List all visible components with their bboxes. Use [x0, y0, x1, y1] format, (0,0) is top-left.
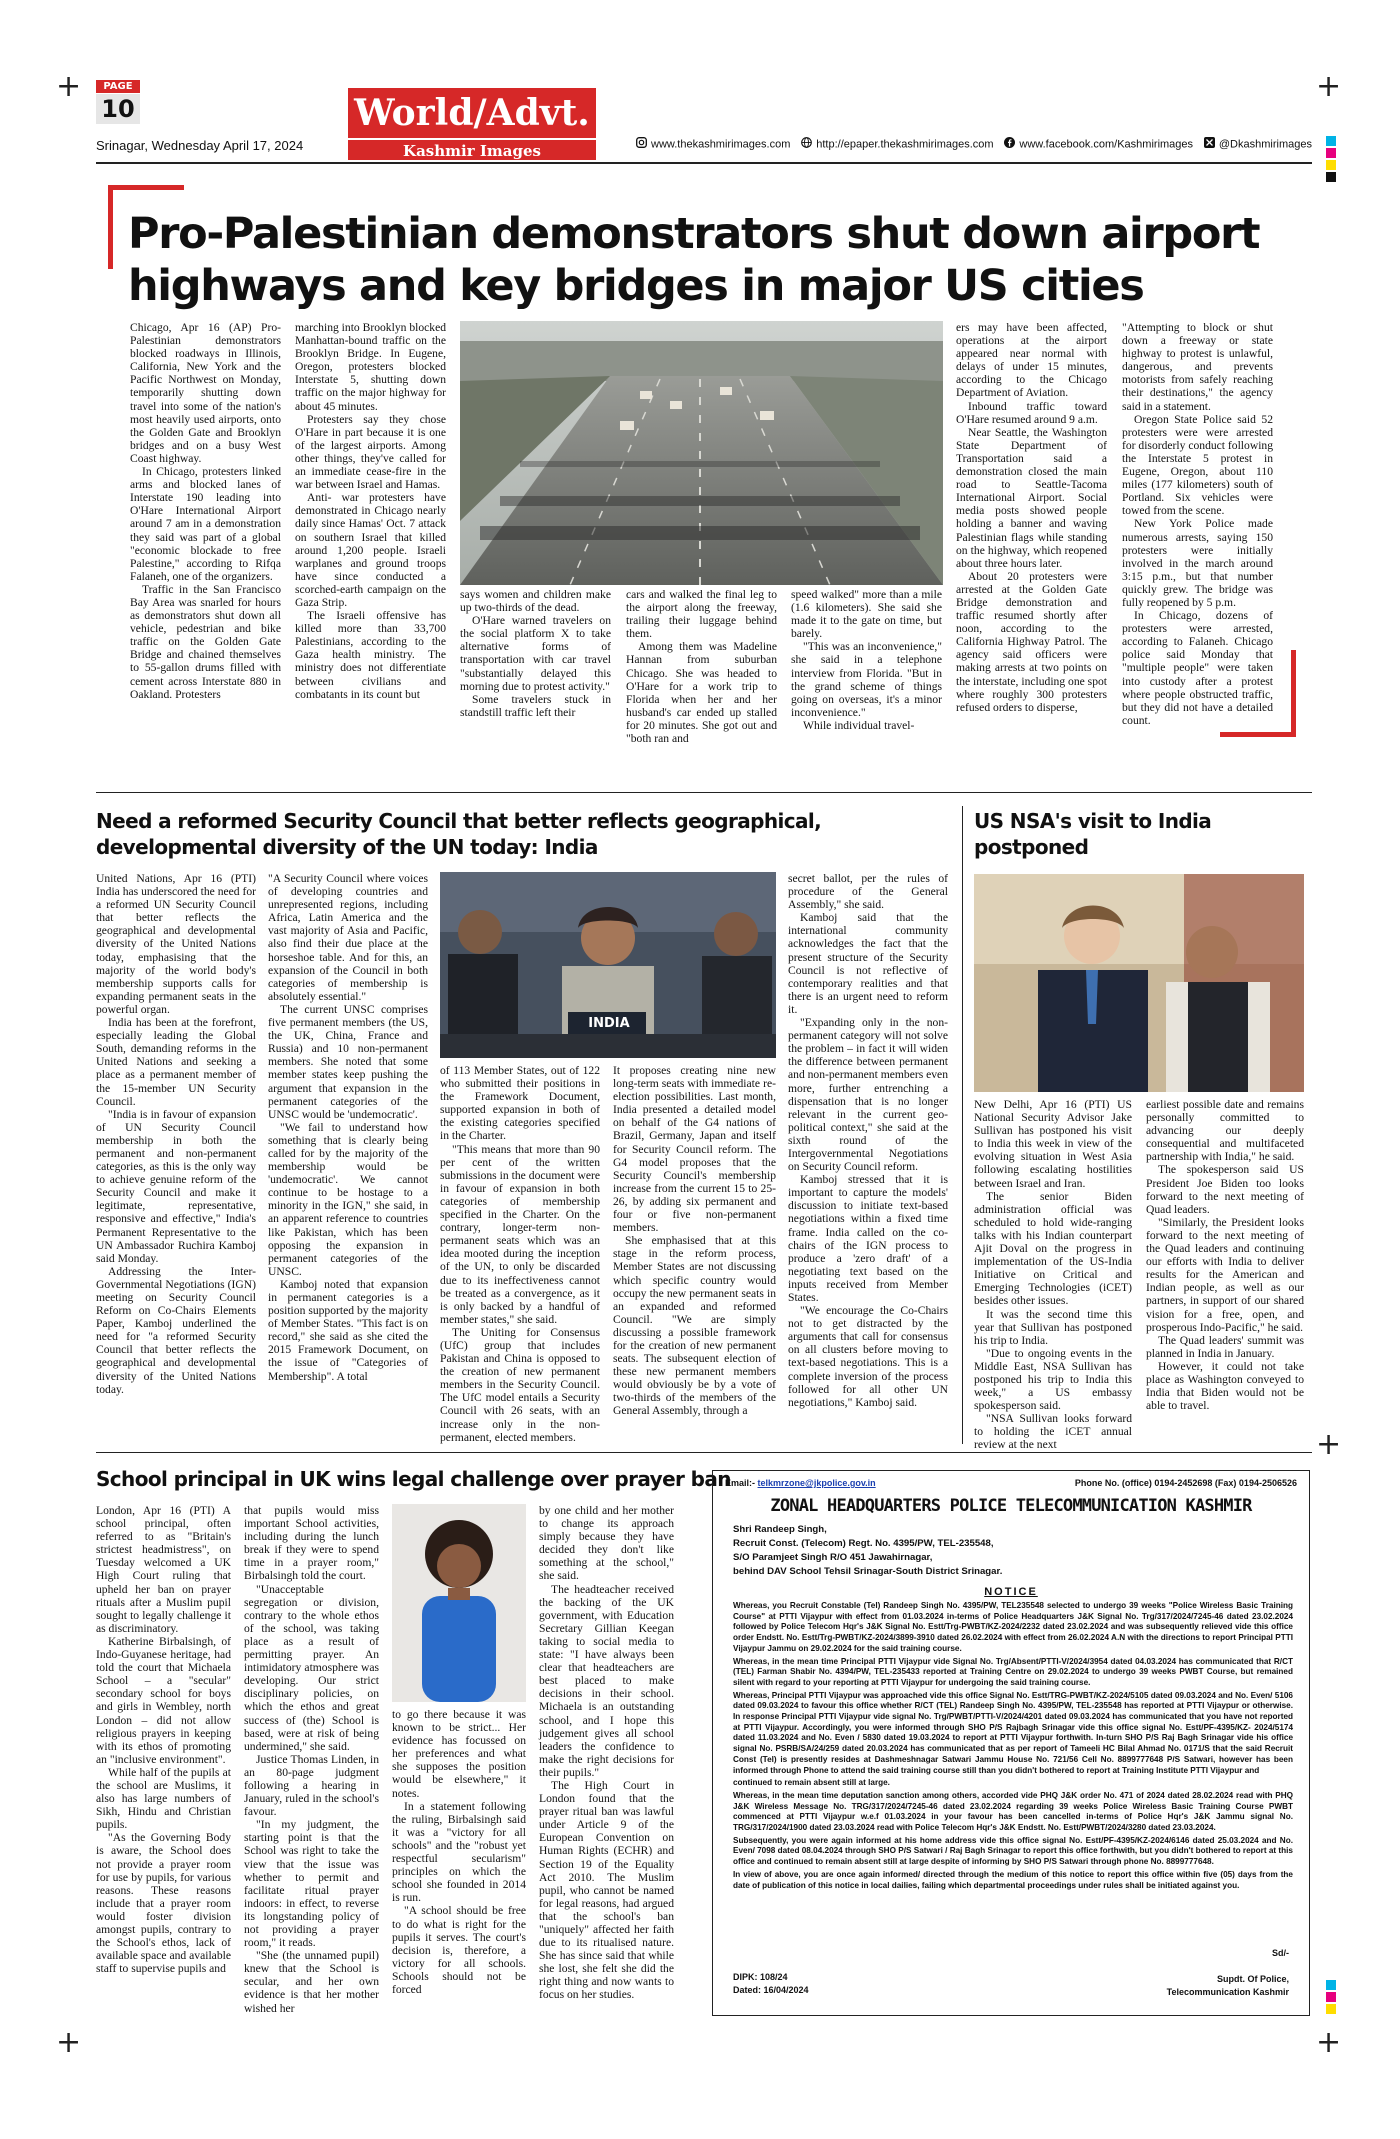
yellow-swatch — [1326, 2004, 1336, 2014]
yellow-swatch — [1326, 160, 1336, 170]
phone-line: Phone No. (office) 0194-2452698 (Fax) 0194-2506526 — [1074, 1478, 1297, 1488]
facebook-link[interactable]: www.facebook.com/Kashmirimages — [1004, 137, 1193, 152]
principal-photo — [392, 1504, 526, 1702]
headline: Pro-Palestinian demonstrators shut down airport highways and key bridges in major US cities — [128, 209, 1260, 311]
email-link[interactable]: telkmrzone@jkpolice.gov.in — [757, 1478, 876, 1488]
protest-photo — [460, 321, 943, 585]
column-4: by one child and her mother to change its approach simply because they have decided they don't like something at the school," she said. The headteacher received the backing of the UK government, with Education Secretary Gillian Keegan taking to social media to state: "I have always been clear that headteachers are best placed to make decisions in their school. Michaela is an outstanding school, and I hope this judgement gives all school leaders the confidence to make the right decisions for their pupils." The High Court in London found that the prayer ritual ban was lawful under Article 9 of the European Convention on Human Rights (ECHR) and Section 19 of the Equality Act 2010. The Muslim pupil, who cannot be named for legal reasons, had argued that the school's ban "uniquely" affected her faith due to its ritualised nature. She has since said that while she lost, she felt she did the right thing and now wants to focus on her studies. — [539, 1504, 674, 2002]
brand-name: Kashmir Images — [348, 138, 596, 160]
column-1: London, Apr 16 (PTI) A school principal, often referred to as "Britain's strictest headmistress", on Tuesday welcomed a UK High Court ruling that upheld her ban on prayer rituals after a Muslim pupil sought to legally challenge it as discriminatory. Katherine Birbalsingh, of Indo-Guyanese heritage, had told the court that Michaela School – a "secular" secondary school for boys and girls in Wembley, north London – did not allow religious prayers in keeping with its ethos of promoting an "inclusive environment". While half of the pupils at the school are Muslims, it also has large numbers of Sikh, Hindu and Christian pupils. "As the Governing Body is aware, the School does not provide a prayer room for use by pupils, for various reasons. These reasons include that a prayer room would foster division amongst pupils, contrary to the School's ethos, lack of available space and available staff to supervise pupils and — [96, 1504, 231, 1976]
column-2: "A Security Council where voices of developing countries and unrepresented regions, including Africa, Latin America and the vast majority of Asia and Pacific, also find their due place at the horseshoe table. And for this, an expansion of the Council in both categories of membership is absolutely essential." The current UNSC comprises five permanent members (the US, the UK, China, France and Russia) and 10 non-permanent members. She noted that some member states keep pushing the argument that expansion in the permanent categories of the UNSC would be 'undemocratic'. "We fail to understand how something that is clearly being called for by the majority of the membership would be 'undemocratic'. We cannot continue to be hostage to a minority in the IGN," she said, in an apparent reference to countries like Pakistan, which has been opposing the expansion in permanent categories of the UNSC. Kamboj noted that expansion in permanent categories is a position supported by the majority of Member States. "This fact is on record," she said as she cited the 2015 Framework Document, on the issue of "Categories of Membership". A total — [268, 872, 428, 1383]
un-photo — [440, 872, 776, 1058]
column-divider — [962, 806, 963, 1444]
column-1: New Delhi, Apr 16 (PTI) US National Security Advisor Jake Sullivan has postponed his visit to India this week in view of the evolving situation in West Asia following escalating hostilities between Israel and Iran. The senior Biden administration official was scheduled to hold wide-ranging talks with his Indian counterpart Ajit Doval on the progress in implementation of the US-India Initiative on Critical and Emerging Technologies (iCET) besides other issues. It was the second time this year that Sullivan has postponed his trip to India. "Due to ongoing events in the Middle East, NSA Sullivan has postponed his trip to India this week," a US embassy spokesperson said. "NSA Sullivan looks forward to holding the iCET annual review at the next — [974, 1098, 1132, 1452]
column-3: to go there because it was known to be strict... Her evidence has focussed on her preferences and what she supposes the position would be elsewhere," it notes. In a statement following the ruling, Birbalsingh said it was a "victory for all schools" and the "robust yet respectful secularism" principles on which the school she founded in 2014 is run. "A school should be free to do what is right for the pupils it serves. The court's decision is, therefore, a victory for all schools. Schools should not be forced — [392, 1708, 526, 1996]
column-2: that pupils would miss important School activities, including during the lunch break if they were to spend time in a prayer room," Birbalsingh told the court. "Unacceptable segregation or division, contrary to the whole ethos of the school, was taking place as a result of permitting prayer. An intimidatory atmosphere was developing. Our strict disciplinary policies, on which the ethos and great success of (the) School is based, were at risk of being undermined," she said. Justice Thomas Linden, in an 80-page judgment following a hearing in January, ruled in the school's favour. "In my judgment, the starting point is that the School was right to take the view that the issue was whether to permit and facilitate ritual prayer indoors: in effect, to reverse its longstanding policy of not providing a prayer room," it reads. "She (the unnamed pupil) knew that the School is secular, and her own evidence is that her mother wished her — [244, 1504, 379, 2015]
email-line: Email:- telkmrzone@jkpolice.gov.in — [725, 1478, 876, 1488]
headline: US NSA's visit to India postponed — [974, 809, 1212, 859]
x-icon — [1204, 137, 1215, 152]
section-rule — [96, 1452, 1312, 1453]
magenta-swatch — [1326, 1992, 1336, 2002]
notice-heading: NOTICE — [984, 1586, 1038, 1598]
dateline: Srinagar, Wednesday April 17, 2024 — [96, 138, 304, 153]
signatory: Sd/- Supdt. Of Police, Telecommunication Kashmir — [1166, 1948, 1289, 1997]
website-link[interactable]: www.thekashmirimages.com — [636, 137, 790, 152]
registration-mark: + — [56, 2025, 82, 2060]
notice-body: Whereas, you Recruit Constable (Tel) Randeep Singh No. 4395/PW, TEL235548 selected to undergo 39 weeks "Police Wireless Basic Training Course" at PTTI Vijaypur with effect from 01.03.2024 in-terms of Police Headquarters J&K Signal No. Trg/317/2024/7245-46 dated 23.02.2024 followed by Police Telecom Hqr's J&K Signal No. Estt/Trg-PWBT/KZ-2024/2232 dated 23.02.2024 and was subsequently relieved vide this office order Endstt. No. Estt/Trg-PWBT/KZ-2024/3899-3910 dated 26.02.2024 with effect from 26.02.2024 A.N with the directions to report Principal PTTI Vijaypur Jammu on 29.02.2024 for the said training course. Whereas, in the mean time Principal PTTI Vijaypur vide Signal No. Trg/Absent/PTTI-V/2024/3954 dated 04.03.2024 has communicated that R/CT (TEL) Farman Shabir No. 4394/PW, TEL-235433 reported at Training Centre on 29.02.2024 to undergo 39 weeks PWBT Course, but remained silent with regard to your reporting at PTTI Vijaypur for undergoing the said training course. Whereas, Principal PTTI Vijaypur was approached vide this office Signal No. Estt/TRG-PWBT/KZ-2024/5105 dated 09.03.2024 and No. Even/ 5106 dated 09.03.2024 to favour this office whether R/CT (TEL) Randeep Singh No. 4395/PW, TEL-235548 has reported at PTTI Vijaypur or otherwise. In response Principal PTTI Vijaypur vide signal No. Trg/PWBT/PTTI-V/2024/4201 dated 09.03.2024 has communicated that you have not reported at PTTI Vijaypur. Accordingly, you were informed through SHO P/S Rajbagh Srinagar vide this office signal No. Estt/PF-4395/KZ- 2024/5174 dated 11.03.2024 and No. Even / 5830 dated 19.03.2024 to report at PTTI Vijaypur forthwith. In-turn SHO P/S Raj Bagh Srinagar vide his office signal No. PSRB/SA/24/259 dated 20.03.2024 has communicated that as per report of Tameeli HC Bilal Ahmad No. 0171/S that the said Recruit Const (Tel) is presently resides at Dashmeshnagar Satwari Jammu House No. 721/56 Cell No. 8899777648 P/S Satwari, however has been informed through Phone to attend the said training course still than you didn't bothered to report at Training Institute PTTI Vijaypur and continued to remain absent still at large. Whereas, in the mean time deputation sanction among others, accorded vide PHQ J&K order No. 471 of 2024 dated 28.02.2024 read with PHQ J&K Wireless Message No. TRG/317/2024/7245-46 dated 23.02.2024 regarding 39 weeks Police Wireless Basic Training Course PWBT commenced at PTTI Vijaypur w.e.f 01.03.2024 in your favour has been cancelled in-terms of Police Hqr's J&K Jammu signal No. TRG/317/2024/1900 dated 23.03.2024 read with Police Telecom Hqr's J&K Endstt. No. Estt/PWBT/2024/3280 dated 23.03.2024. Subsequently, you were again informed at his home address vide this office signal No. Estt/PF-4395/KZ-2024/6146 dated 25.03.2024 and No. Even/ 7098 dated 08.04.2024 through SHO P/S Satwari / Raj Bagh Srinagar to report this office forthwith, but you didn't bothered to report at this office and continued to remain absent still at large despite of informing by SHO P/S Satwari through phone No. 8899777648. In view of above, you are once again informed/ directed through the medium of this notice to report this office within five (05) days from the date of publication of this notice in local dailies, failing which departmental proceedings under rules shall be initiated against you. — [733, 1601, 1293, 1890]
magenta-swatch — [1326, 148, 1336, 158]
column-1: Chicago, Apr 16 (AP) Pro-Palestinian demonstrators blocked roadways in Illinois, California, New York and the Pacific Northwest on Monday, temporarily shutting down travel into some of the nation's most heavily used airports, onto the Golden Gate and Brooklyn bridges and on a busy West Coast highway. In Chicago, protesters linked arms and blocked lanes of Interstate 190 leading into O'Hare International Airport around 7 am in a demonstration they said was part of a global "economic blockade to free Palestine," according to Rifqa Falaneh, one of the organizers. Traffic in the San Francisco Bay Area was snarled for hours as demonstrators shut down all vehicle, pedestrian and bike traffic on the Golden Gate Bridge and chained themselves to 55-gallon drums filled with cement across Interstate 880 in Oakland. Protesters — [130, 321, 281, 701]
social-links — [636, 137, 1312, 152]
cyan-swatch — [1326, 136, 1336, 146]
column-2: earliest possible date and remains personally committed to advancing our deeply consequential and multifaceted partnership with India," he said. The spokesperson said US President Joe Biden too looks forward to the next meeting of Quad leaders. "Similarly, the President looks forward to the next meeting of the Quad leaders and continuing our efforts with India to deliver results for the American and Indian people, as well as our partners, in support of our shared vision for a free, open, and prosperous Indo-Pacific," he said. The Quad leaders' summit was planned in India in January. However, it could not take place as Washington conveyed to India that Biden would not be able to travel. — [1146, 1098, 1304, 1413]
column-5: speed walked" more than a mile (1.6 kilometers). She said she made it to the gate on time, but barely. "This was an inconvenience," she said in a telephone interview from Florida. "But in the grand scheme of things going on overseas, it's a minor inconvenience." While individual travel- — [791, 588, 942, 732]
instagram-icon — [636, 137, 647, 152]
page-number: 10 — [96, 94, 140, 124]
nsa-photo — [974, 874, 1304, 1092]
column-7: "Attempting to block or shut down a freeway or state highway to protest is unlawful, dangerous, and prevents motorists from safely reaching their destinations," the agency said in a statement. Oregon State Police said 52 protesters were were arrested for disorderly conduct following the Interstate 5 protest in Eugene, Oregon, about 110 miles (177 kilometers) south of Portland. Six vehicles were towed from the scene. New York Police made numerous arrests, saying 150 protesters were initially involved in the march around 3:15 p.m., but that number quickly grew. The bridge was fully reopened by 5 p.m. In Chicago, dozens of protesters were arrested, according to Falaneh. Chicago police said Monday that "multiple people" were taken into custody after a protest where people obstructed traffic, but they did not have a detailed count. — [1122, 321, 1274, 727]
police-notice-advert — [712, 1470, 1310, 2016]
globe-icon — [801, 137, 812, 152]
facebook-icon — [1004, 137, 1015, 152]
page-label: PAGE — [96, 80, 140, 93]
column-4: cars and walked the final leg to the airport along the freeway, trailing their luggage behind them. Among them was Madeline Hannan from suburban Chicago. She was headed to O'Hare for a work trip to Florida when her and her husband's car ended up stalled for 20 minutes. She got out and "both ran and — [626, 588, 777, 746]
section-title: World/Advt. — [348, 88, 596, 138]
registration-mark: + — [1316, 2025, 1342, 2060]
registration-mark: + — [1316, 69, 1342, 104]
addressee: Shri Randeep Singh, Recruit Const. (Telecom) Regt. No. 4395/PW, TEL-235548, S/O Paramjeet Singh R/O 451 Jawahirnagar, behind DAV School Tehsil Srinagar-South District Srinagar. — [733, 1524, 1003, 1577]
epaper-link[interactable]: http://epaper.thekashmirimages.com — [801, 137, 993, 152]
column-2: marching into Brooklyn blocked Manhattan-bound traffic on the Brooklyn Bridge. In Eugene, Oregon, protesters blocked Interstate 5, shutting down traffic on the major highway for about 45 minutes. Protesters say they chose O'Hare in part because it is one of the largest airports. Among other things, they've called for an immediate cease-fire in the war between Israel and Hamas. Anti- war protesters have demonstrated in Chicago nearly daily since Hamas' Oct. 7 attack on southern Israel that killed around 1,200 people. Israeli warplanes and ground troops have since conducted a scorched-earth campaign on the Gaza Strip. The Israeli offensive has killed more than 33,700 Palestinians, according to the Gaza health ministry. The ministry does not differentiate between civilians and combatants in its count but — [295, 321, 447, 701]
column-4: It proposes creating nine new long-term seats with immediate re-election possibilities. Last month, India presented a detailed model on behalf of the G4 nations of Brazil, Germany, Japan and itself for Security Council reform. The G4 model proposes that the Security Council's membership increase from the current 15 to 25-26, by adding six permanent and four or five non-permanent members. She emphasised that at this stage in the reform process, Member States are not discussing which specific country would occupy the new permanent seats in an expanded and reformed Council. "We are simply discussing a possible framework for the creation of new permanent seats. The subsequent election of these new permanent members would obviously be by a vote of two-thirds of the members of the General Assembly, through a — [613, 1064, 776, 1418]
registration-mark: + — [1316, 1427, 1342, 1462]
frame-corner — [108, 185, 113, 269]
column-3: says women and children make up two-thirds of the dead. O'Hare warned travelers on the social platform X to take alternative forms of transportation with car travel "substantially delayed this morning due to protest activity." Some travelers stuck in standstill traffic left their — [460, 588, 611, 719]
black-swatch — [1326, 172, 1336, 182]
column-1: United Nations, Apr 16 (PTI) India has underscored the need for a reformed UN Security Council that better reflects the geographical and developmental diversity of the United Nations today, emphasising that the majority of the world body's membership supports calls for expanding permanent seats in the powerful organ. India has been at the forefront, especially leading the Global South, demanding reforms in the United Nations and seeking a place as a permanent member of the 15-member UN Security Council. "India is in favour of expansion of UN Security Council membership in both the permanent and non-permanent categories, as this is the only way to achieve genuine reform of the Security Council and make it legitimate, representative, responsive and effective," India's Permanent Representative to the UN Ambassador Ruchira Kamboj said Monday. Addressing the Inter-Governmental Negotiations (IGN) meeting on Security Council Reform on Co-Chairs Elements Paper, Kamboj underlined the need for "a reformed Security Council that better reflects the geographical and developmental diversity of the United Nations today. — [96, 872, 256, 1396]
frame-corner — [1291, 650, 1296, 737]
headline: School principal in UK wins legal challenge over prayer ban — [96, 1467, 731, 1491]
masthead-rule — [96, 162, 1312, 164]
registration-mark: + — [56, 69, 82, 104]
headline: Need a reformed Security Council that better reflects geographical, developmental diversity of the UN today: India — [96, 809, 822, 859]
notice-title: ZONAL HEADQUARTERS POLICE TELECOMMUNICATION KASHMIR — [770, 1496, 1252, 1516]
column-3: of 113 Member States, out of 122 who submitted their positions in the Framework Document, supported expansion in both of the existing categories specified in the Charter. "This means that more than 90 per cent of the written submissions in the document were in favour of expansion in both categories of membership specified in the Charter. On the contrary, longer-term non-permanent seats which was an idea mooted during the inception of the UN, to only be discarded due to its ineffectiveness cannot be treated as a convergence, as it is only backed by a handful of member states," she said. The Uniting for Consensus (UfC) group that includes Pakistan and China is opposed to the creation of new permanent members in the Security Council. The UfC model entails a Security Council with 26 seats, with an increase only in the non-permanent, elected members. — [440, 1064, 600, 1444]
x-link[interactable]: @Dkashmirimages — [1204, 137, 1312, 152]
cyan-swatch — [1326, 1980, 1336, 1990]
section-rule — [96, 792, 1312, 793]
nameplate: INDIA — [588, 1016, 630, 1031]
dipk-reference: DIPK: 108/24 Dated: 16/04/2024 — [733, 1972, 809, 1995]
column-6: ers may have been affected, operations at the airport appeared near normal with delays of under 15 minutes, according to the Chicago Department of Aviation. Inbound traffic toward O'Hare resumed around 9 a.m. Near Seattle, the Washington State Department of Transportation said a demonstration closed the main road to Seattle-Tacoma International Airport. Social media posts showed people holding a banner and waving Palestinian flags while standing on the highway, which reopened about three hours later. About 20 protesters were arrested at the Golden Gate Bridge demonstration and traffic resumed shortly after noon, according to the California Highway Patrol. The agency said officers were making arrests at two points on the interstate, including one spot where roughly 300 protesters refused orders to disperse, — [956, 321, 1108, 714]
column-5: secret ballot, per the rules of procedure of the General Assembly," she said. Kamboj said that the international community acknowledges the fact that the present structure of the Security Council is not reflective of contemporary realities and that there is an urgent need to reform it. "Expanding only in the non-permanent category will not solve the problem – in fact it will widen the difference between permanent and non-permanent members even more, further entrenching a dispensation that is no longer relevant in the current geo-political context," she said at the sixth round of the Intergovernmental Negotiations on Security Council reform. Kamboj stressed that it is important to capture the models' discussion to initiate text-based negotiations within a fixed time frame. India called on the co-chairs of the IGN process to produce a 'zero draft' of a negotiating text based on the inputs received from Member States. "We encourage the Co-Chairs not to get distracted by the arguments that call for consensus on all clusters before moving to text-based negotiations. This is a complete inversion of the process followed for all other UN negotiations," Kamboj said. — [788, 872, 948, 1409]
frame-corner — [108, 185, 184, 190]
